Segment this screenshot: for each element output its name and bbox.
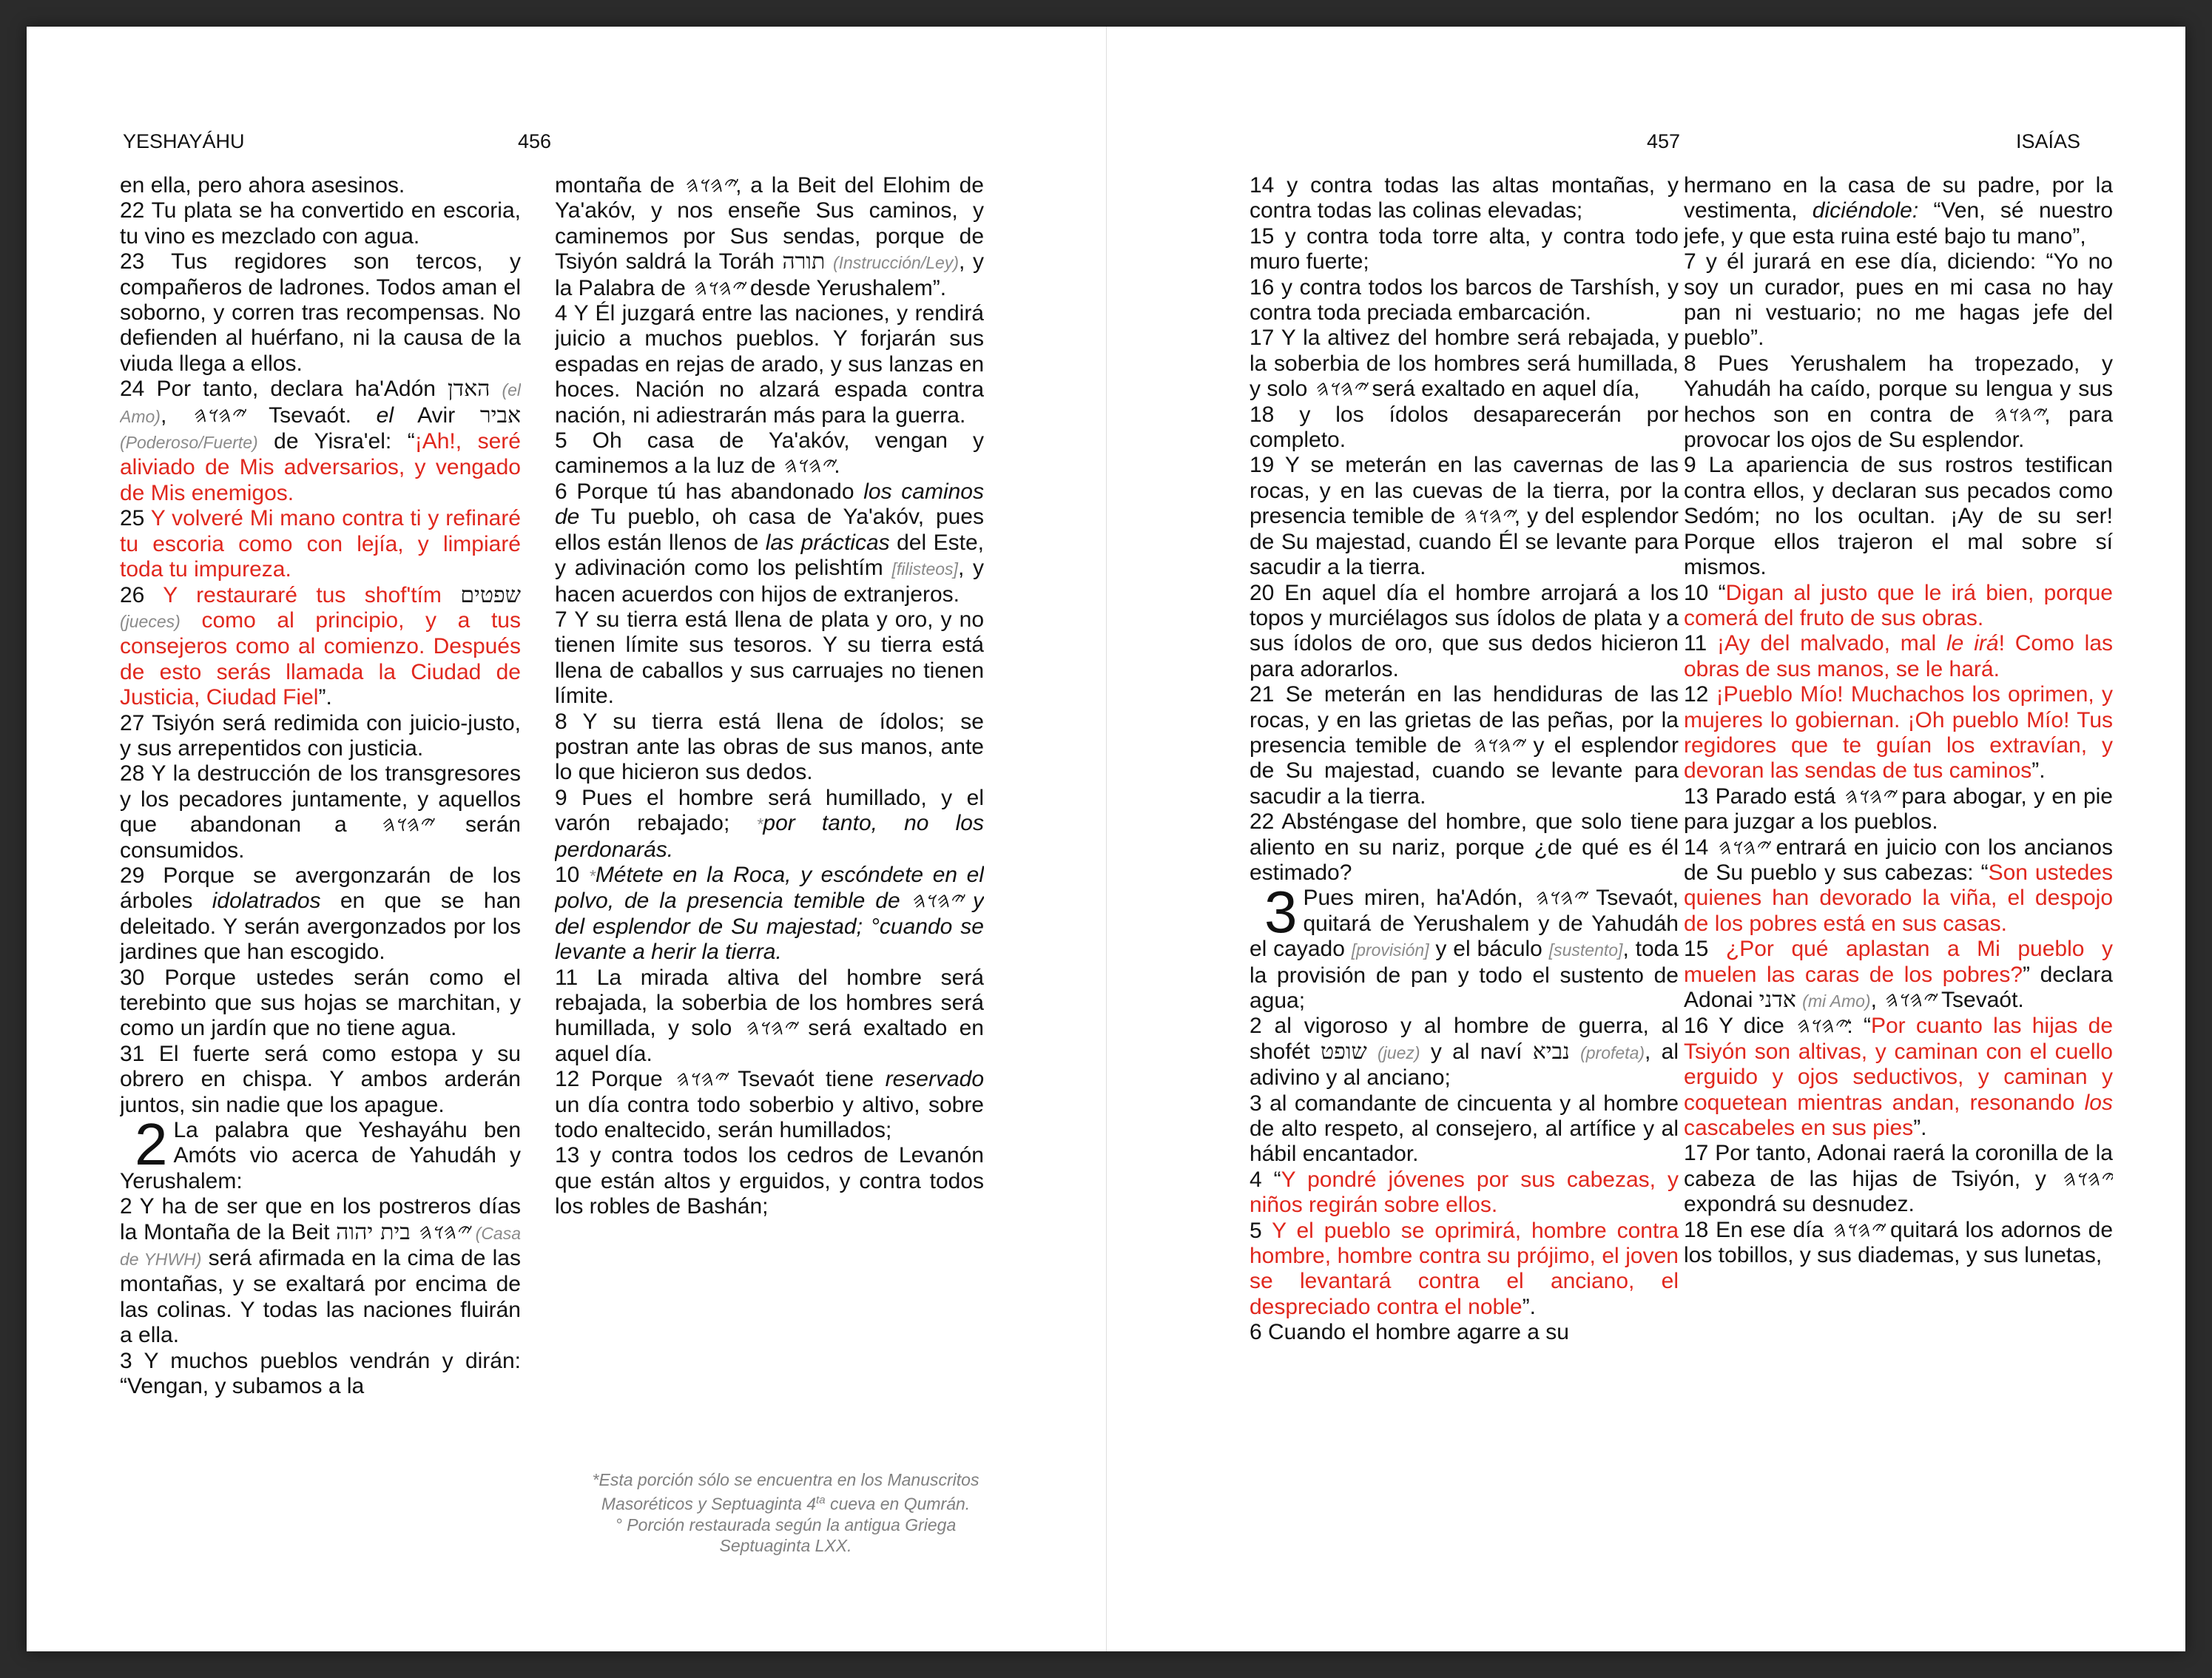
footnote-line-1: *Esta porción sólo se encuentra en los Manuscritos Masoréticos y Septuaginta 4 [592, 1470, 979, 1514]
left-running-title: YESHAYÁHU [123, 130, 245, 152]
text-column-2: montaña de 𐤉𐤄𐤅𐤄, a la Beit del Elohim de Ya'akóv, y nos enseñe Sus caminos, y caminemos por Sus sendas, porque de Tsiyón saldrá la Toráh תורה (Instrucción/Ley), y la Palabra de 𐤉𐤄𐤅𐤄 desde Yerushalem”. 4 Y Él juzgará entre las naciones, y rendirá juicio a muchos pueblos. Y forjarán sus espadas en rejas de arado, y sus lanzas en hoces. Nación no alzará espada contra nación, ni adiestrarán más para la guerra. 5 Oh casa de Ya'akóv, vengan y caminemos a la luz de 𐤉𐤄𐤅𐤄. 6 Porque tú has abandonado los caminos de Tu pueblo, oh casa de Ya'akóv, pues ellos están llenos de las prácticas del Este, y adivinación como los pelishtím [filisteos], y hacen acuerdos con hijos de extranjeros. 7 Y su tierra está llena de plata y oro, y no tienen límite sus tesoros. Y su tierra está llena de caballos y sus carruajes no tienen límite. 8 Y su tierra está llena de ídolos; se postran ante las obras de sus manos, ante lo que hicieron sus dedos. 9 Pues el hombre será humillado, y el varón rebajado; *por tanto, no los perdonarás. 10 *Métete en la Roca, y escóndete en el polvo, de la presencia temible de 𐤉𐤄𐤅𐤄 y del esplendor de Su majestad; °cuando se levante a herir la tierra. 11 La mirada altiva del hombre será rebajada, la soberbia de los hombres será humillada, y solo 𐤉𐤄𐤅𐤄 será exaltado en aquel día. 12 Porque 𐤉𐤄𐤅𐤄 Tsevaót tiene reservado un día contra todo soberbio y altivo, sobre todo enaltecido, serán humillados; 13 y contra todos los cedros de Levanón que están altos y erguidos, y contra todos los robles de Bashán; [555, 173, 984, 1219]
footnote-line-1-end: cueva en Qumrán. [825, 1494, 971, 1514]
left-page-number: 456 [518, 130, 552, 152]
page-gutter [1106, 27, 1107, 1651]
text-column-3: 14 y contra todas las altas montañas, y contra todas las colinas elevadas; 15 y contra toda torre alta, y contra todo muro fuerte; 16 y contra todos los barcos de Tarshísh, y contra toda preciada embarcación. 17 Y la altivez del hombre será rebajada, y la soberbia de los hombres será humillada, y solo 𐤉𐤄𐤅𐤄 será exaltado en aquel día, 18 y los ídolos desaparecerán por completo. 19 Y se meterán en las cavernas de las rocas, y en las cuevas de la tierra, por la presencia temible de 𐤉𐤄𐤅𐤄, y del esplendor de Su majestad, cuando Él se levante para sacudir a la tierra. 20 En aquel día el hombre arrojará a los topos y murciélagos sus ídolos de plata y a sus ídolos de oro, que sus dedos hicieron para adorarlos. 21 Se meterán en las hendiduras de las rocas, y en las grietas de las peñas, por la presencia temible de 𐤉𐤄𐤅𐤄 y el esplendor de Su majestad, cuando se levante para sacudir a la tierra. 22 Absténgase del hombre, que solo tiene aliento en su nariz, porque ¿de qué es él estimado? 3 Pues miren, ha'Adón, 𐤉𐤄𐤅𐤄 Tsevaót, quitará de Yerushalem y de Yahudáh el cayado [provisión] y el báculo [sustento], toda la provisión de pan y todo el sustento de agua; 2 al vigoroso y al hombre de guerra, al shofét שופט (juez) y al naví נביא (profeta), al adivino y al anciano; 3 al comandante de cincuenta y al hombre de alto respeto, al consejero, al artífice y al hábil encantador. 4 “Y pondré jóvenes por sus cabezas, y niños regirán sobre ellos. 5 Y el pueblo se oprimirá, hombre contra hombre, hombre contra su prójimo, el joven se levantará contra el anciano, el despreciado contra el noble”. 6 Cuando el hombre agarre a su [1250, 173, 1679, 1345]
right-page-number: 457 [1647, 130, 1681, 152]
text-column-4: hermano en la casa de su padre, por la vestimenta, diciéndole: “Ven, sé nuestro jefe, y que esta ruina esté bajo tu mano”, 7 y él jurará en ese día, diciendo: “Yo no soy un curador, pues en mi casa no hay pan ni vestuario; no me hagas jefe del pueblo”. 8 Pues Yerushalem ha tropezado, y Yahudáh ha caído, porque su lengua y sus hechos son en contra de 𐤉𐤄𐤅𐤄, para provocar los ojos de Su esplendor. 9 La apariencia de sus rostros testifican contra ellos, y declaran sus pecados como Sedóm; no los ocultan. ¡Ay de su ser! Porque ellos trajeron el mal sobre sí mismos. 10 “Digan al justo que le irá bien, porque comerá del fruto de sus obras. 11 ¡Ay del malvado, mal le irá! Como las obras de sus manos, se le hará. 12 ¡Pueblo Mío! Muchachos los oprimen, y mujeres lo gobiernan. ¡Oh pueblo Mío! Tus regidores que te guían los extravían, y devoran las sendas de tus caminos”. 13 Parado está 𐤉𐤄𐤅𐤄 para abogar, y en pie para juzgar a los pueblos. 14 𐤉𐤄𐤅𐤄 entrará en juicio con los ancianos de Su pueblo y sus cabezas: “Son ustedes quienes han devorado la viña, el despojo de los pobres está en sus casas. 15 ¿Por qué aplastan a Mi pueblo y muelen las caras de los pobres?” declara Adonai אדני (mi Amo), 𐤉𐤄𐤅𐤄 Tsevaót. 16 Y dice 𐤉𐤄𐤅𐤄: “Por cuanto las hijas de Tsiyón son altivas, y caminan con el cuello erguido y ojos seductivos, y caminan y coquetean mientras andan, resonando los cascabeles en sus pies”. 17 Por tanto, Adonai raerá la coronilla de la cabeza de las hijas de Tsiyón, y 𐤉𐤄𐤅𐤄 expondrá su desnudez. 18 En ese día 𐤉𐤄𐤅𐤄 quitará los adornos de los tobillos, y sus diademas, y sus lunetas, [1684, 173, 2113, 1268]
footnote [586, 1469, 985, 1556]
footnote-superscript: ta [816, 1494, 826, 1506]
text-column-1: en ella, pero ahora asesinos. 22 Tu plata se ha convertido en escoria, tu vino es mezclado con agua. 23 Tus regidores son tercos, y compañeros de ladrones. Todos aman el soborno, y corren tras recompensas. No defienden al huérfano, ni la causa de la viuda llega a ellos. 24 Por tanto, declara ha'Adón האדן (el Amo), 𐤉𐤄𐤅𐤄 Tsevaót. el Avir אביר (Poderoso/Fuerte) de Yisra'el: “¡Ah!, seré aliviado de Mis adversarios, y vengado de Mis enemigos. 25 Y volveré Mi mano contra ti y refinaré tu escoria como con lejía, y limpiaré toda tu impureza. 26 Y restauraré tus shof'tím שפטים (jueces) como al principio, y a tus consejeros como al comienzo. Después de esto serás llamada la Ciudad de Justicia, Ciudad Fiel”. 27 Tsiyón será redimida con juicio-justo, y sus arrepentidos con justicia. 28 Y la destrucción de los transgresores y los pecadores juntamente, y aquellos que abandonan a 𐤉𐤄𐤅𐤄 serán consumidos. 29 Porque se avergonzarán de los árboles idolatrados en que se han deleitado. Y serán avergonzados por los jardines que han escogido. 30 Porque ustedes serán como el terebinto que sus hojas se marchitan, y como un jardín que no tiene agua. 31 El fuerte será como estopa y su obrero en chispa. Y ambos arderán juntos, sin nadie que los apague. 2 La palabra que Yeshayáhu ben Amóts vio acerca de Yahudáh y Yerushalem: 2 Y ha de ser que en los postreros días la Montaña de la Beit 𐤉𐤄𐤅𐤄 בית יהוה (Casa de YHWH) será afirmada en la cima de las montañas, y se exaltará por encima de las colinas. Y todas las naciones fluirán a ella. 3 Y muchos pueblos vendrán y dirán: “Vengan, y subamos a la [120, 173, 521, 1399]
right-running-title: ISAÍAS [2015, 130, 2080, 152]
book-spread [27, 27, 2185, 1651]
footnote-line-2: ° Porción restaurada según la antigua Griega Septuaginta LXX. [615, 1514, 957, 1555]
